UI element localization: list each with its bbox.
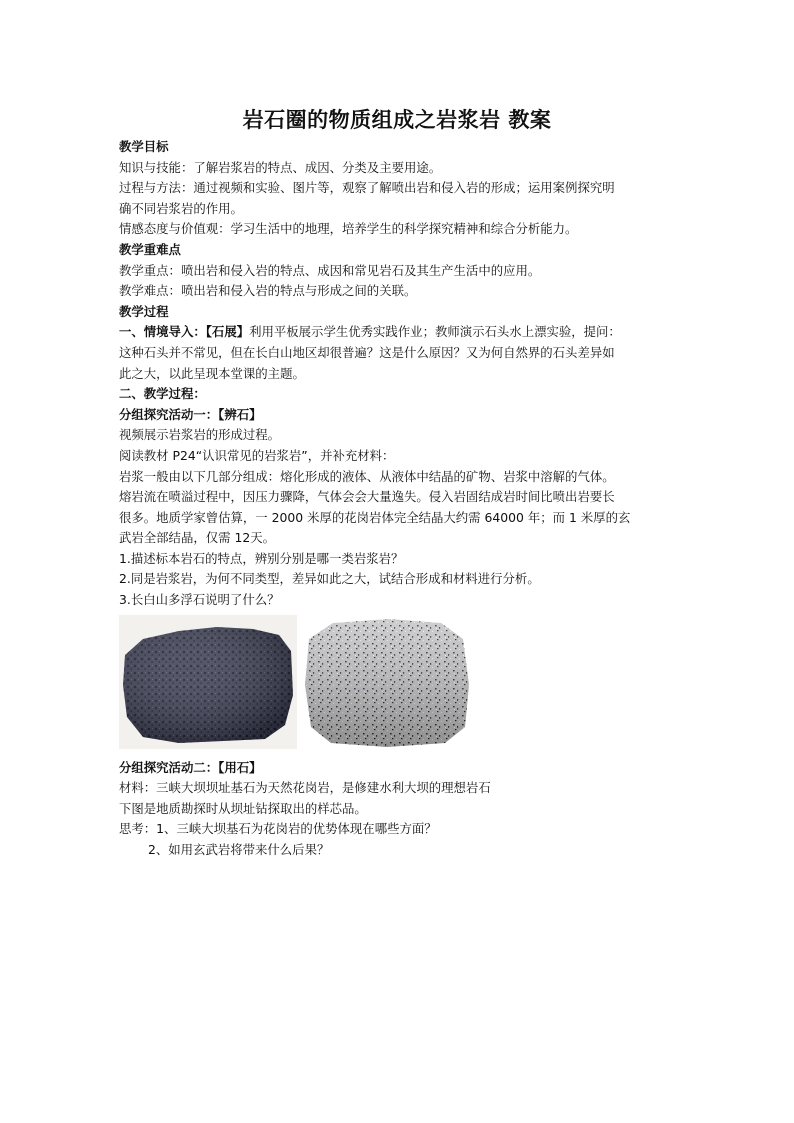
- goal-knowledge: 知识与技能：了解岩浆岩的特点、成因、分类及主要用途。: [119, 159, 442, 175]
- material-line-2: 熔岩流在喷溢过程中，因压力骤降，气体会会大量逸失。侵入岩固结成岩时间比喷出岩要长: [119, 489, 615, 505]
- goal-process-line-1: 过程与方法：通过视频和实验、图片等，观察了解喷出岩和侵入岩的形成；运用案例探究明: [119, 180, 615, 196]
- intro-label: 一、情境导入：【石展】: [119, 324, 250, 340]
- material-line-1: 岩浆一般由以下几部分组成：熔化形成的液体、从液体中结晶的矿物、岩浆中溶解的气体。: [119, 468, 615, 484]
- activity2-figure-note: 下图是地质勘探时从坝址钻探取出的样芯品。: [119, 800, 367, 816]
- material-line-3: 很多。地质学家曾估算，一 2000 米厚的花岗岩体完全结晶大约需 64000 年；而 1 米厚的玄: [119, 509, 631, 525]
- key-point: 教学重点：喷出岩和侵入岩的特点、成因和常见岩石及其生产生活中的应用。: [119, 262, 541, 278]
- material-line-4: 武岩全部结晶，仅需 12天。: [119, 530, 276, 546]
- goal-emotion: 情感态度与价值观：学习生活中的地理，培养学生的科学探究精神和综合分析能力。: [119, 221, 578, 237]
- process-heading: 教学过程: [119, 303, 169, 319]
- process-subheading: 二、教学过程：: [119, 386, 206, 402]
- activity1-video: 视频展示岩浆岩的形成过程。: [119, 427, 281, 443]
- activity2-heading: 分组探究活动二：【用石】: [119, 759, 262, 775]
- think-question-1: 思考：1、三峡大坝基石为花岗岩的优势体现在哪些方面？: [119, 821, 437, 837]
- rock-images: [119, 615, 685, 755]
- activity2-material: 材料：三峡大坝坝址基石为天然花岗岩，是修建水利大坝的理想岩石: [119, 780, 491, 796]
- key-heading: 教学重难点: [119, 241, 181, 257]
- intro-rest: 利用平板展示学生优秀实践作业；教师演示石头水上漂实验，提问：: [249, 324, 621, 340]
- goals-heading: 教学目标: [119, 139, 169, 154]
- granite-rock-image: [299, 615, 473, 751]
- intro-line-2: 这种石头并不常见，但在长白山地区却很普遍？这是什么原因？又为何自然界的石头差异如: [119, 344, 615, 360]
- question-3: 3.长白山多浮石说明了什么？: [119, 592, 280, 608]
- difficult-point: 教学难点：喷出岩和侵入岩的特点与形成之间的关联。: [119, 283, 417, 299]
- goal-process-line-2: 确不同岩浆岩的作用。: [119, 200, 243, 216]
- question-1: 1.描述标本岩石的特点，辨别分别是哪一类岩浆岩？: [119, 550, 404, 566]
- document-body: [119, 137, 685, 861]
- question-2: 2.同是岩浆岩，为何不同类型，差异如此之大，试结合形成和材料进行分析。: [119, 571, 540, 587]
- basalt-rock-image: [119, 615, 297, 749]
- intro-line-3: 此之大，以此呈现本堂课的主题。: [119, 365, 305, 381]
- intro-line-1: [119, 322, 685, 343]
- think-question-2: 2、如用玄武岩将带来什么后果？: [148, 842, 330, 858]
- page-title: 岩石圈的物质组成之岩浆岩 教案: [242, 108, 552, 132]
- activity1-heading: 分组探究活动一：【辨石】: [119, 406, 262, 422]
- activity1-read: 阅读教材 P24“认识常见的岩浆岩”，并补充材料：: [119, 447, 395, 463]
